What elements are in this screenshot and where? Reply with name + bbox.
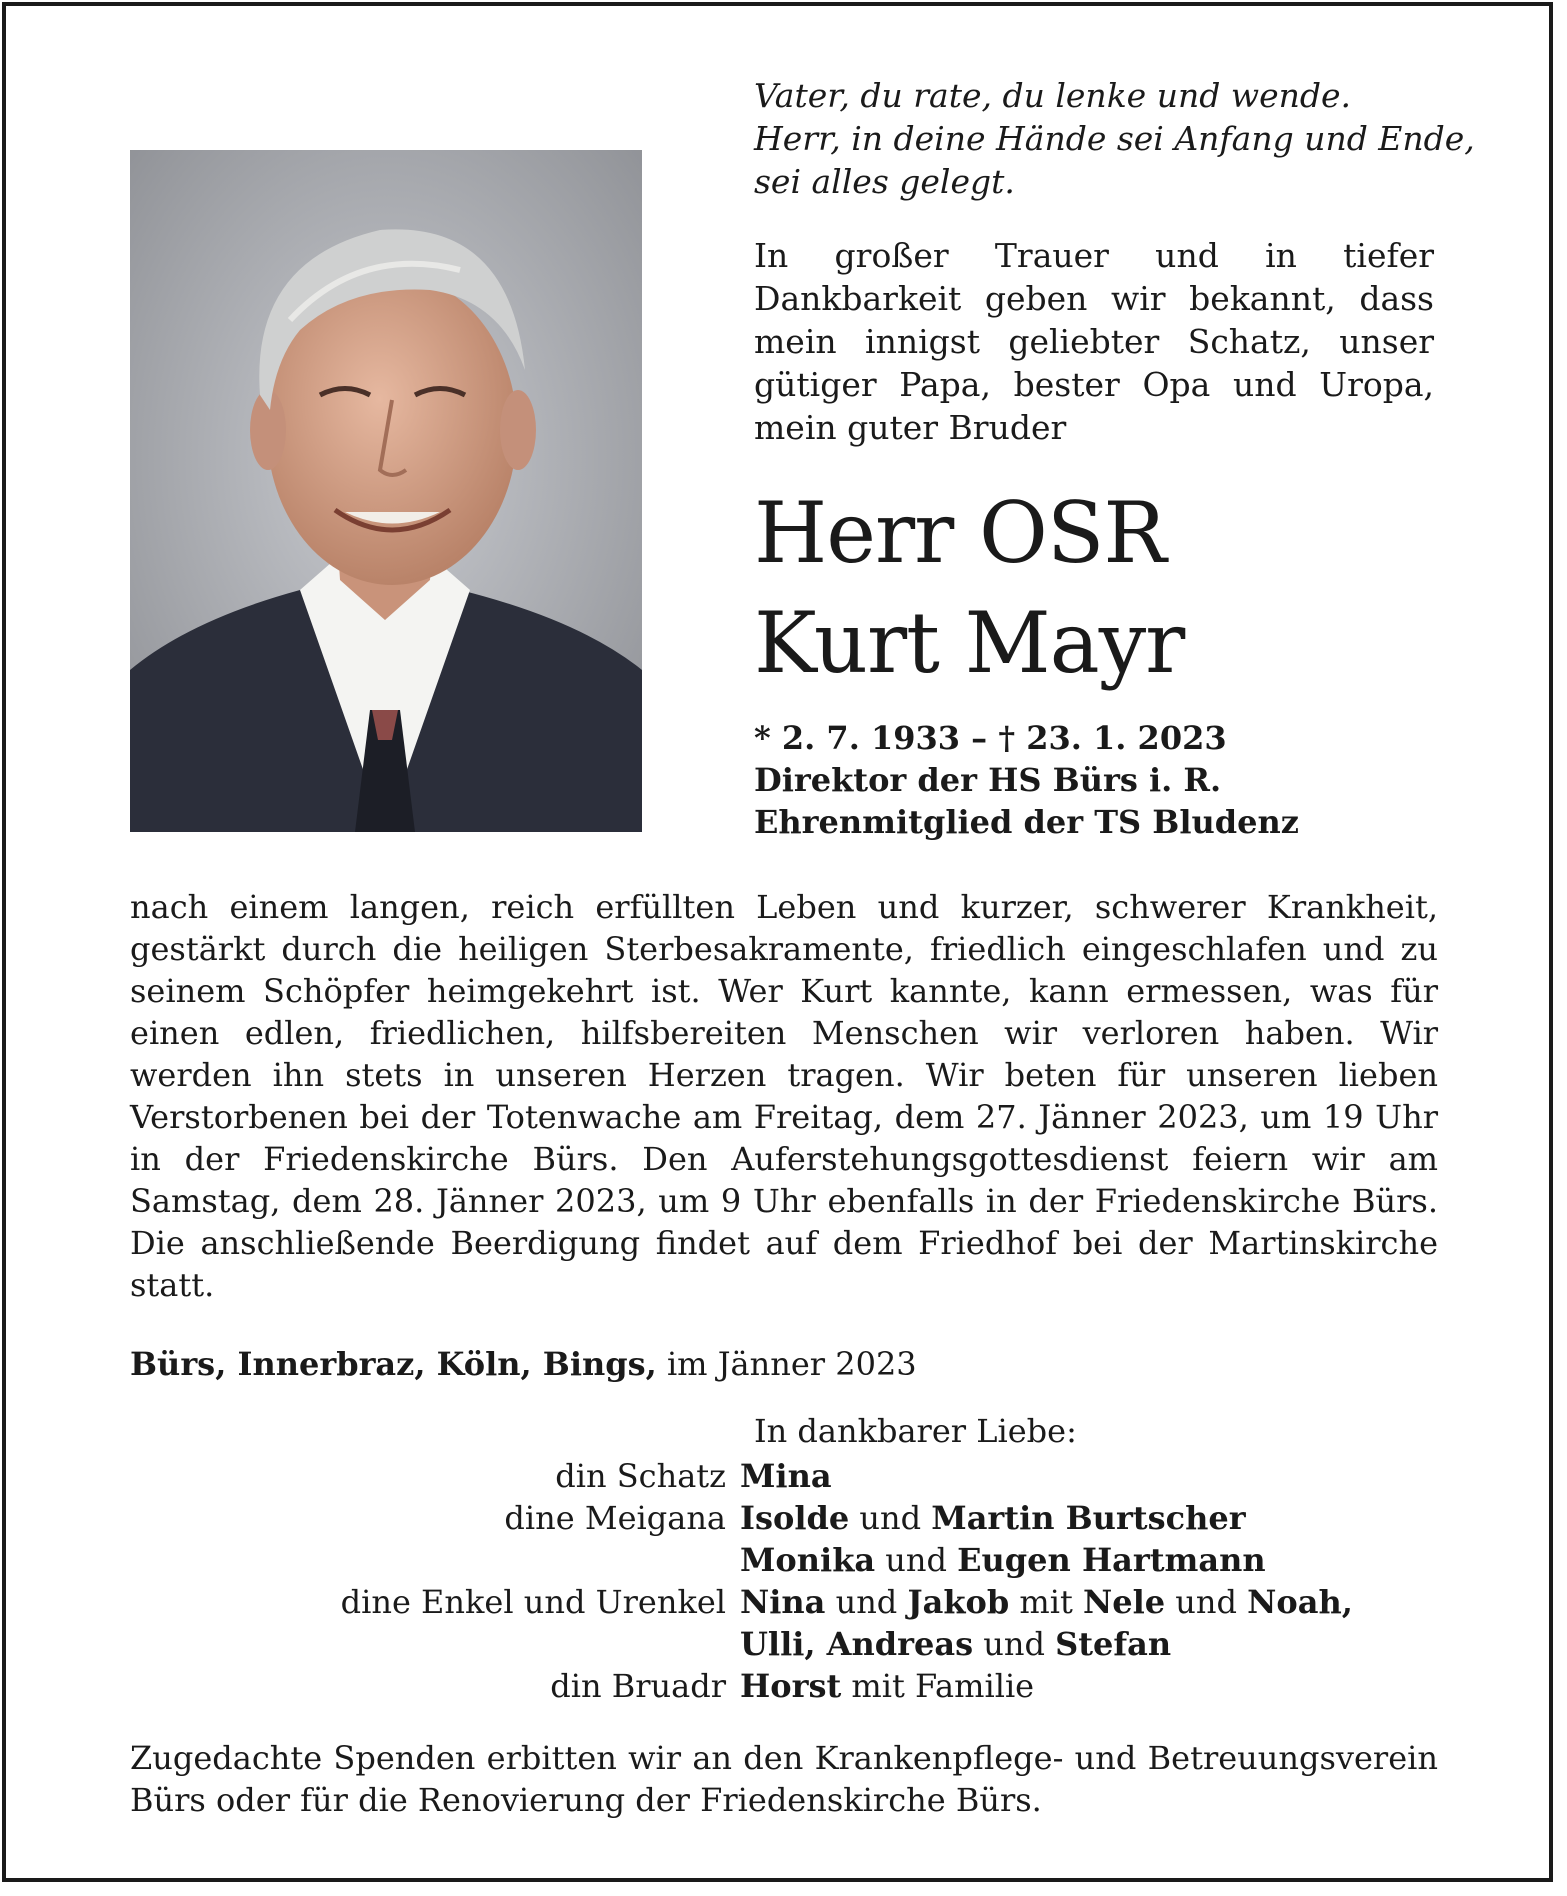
mourner-connector: und [973,1625,1056,1663]
mourners-list [130,1455,1460,1707]
mourner-name: Horst [740,1667,842,1705]
mourner-name: Ulli, Andreas [740,1625,974,1663]
mourner-name: Monika [740,1541,876,1579]
verse-line-1: Vater, du rate, du lenke und wende. [754,76,1351,115]
mourner-relation: din Schatz [555,1457,726,1495]
place-towns: Bürs, Innerbraz, Köln, Bings, [130,1345,657,1383]
mourner-relation: dine Meigana [504,1499,726,1537]
mourner-name: Noah, [1247,1583,1353,1621]
mourner-names [740,1623,1171,1665]
mourner-connector: mit [1009,1583,1083,1621]
mourner-names [740,1539,1266,1581]
signoff: In dankbarer Liebe: [754,1412,1077,1450]
portrait-image [130,150,642,832]
mourner-connector: und [849,1499,932,1537]
mourner-row [130,1581,1460,1623]
mourner-row [130,1623,1460,1665]
place-and-date [130,1343,917,1385]
mourner-row [130,1455,1460,1497]
mourner-row [130,1539,1460,1581]
mourner-row [130,1497,1460,1539]
portrait-photo [130,150,642,832]
mourner-relation: din Bruadr [550,1667,726,1705]
mourner-name: Martin Burtscher [931,1499,1246,1537]
mourner-row [130,1665,1460,1707]
place-date: im Jänner 2023 [656,1345,917,1383]
mourner-relation [130,1623,740,1665]
mourner-connector: und [875,1541,958,1579]
mourner-name: Jakob [907,1583,1010,1621]
mourner-relation: dine Enkel und Urenkel [340,1583,726,1621]
mourner-names [740,1497,1246,1539]
deceased-name [754,478,1454,698]
mourner-names [740,1455,832,1497]
mourner-relation [130,1539,740,1581]
title-director: Direktor der HS Bürs i. R. [754,761,1222,799]
mourner-name: Eugen Hartmann [957,1541,1266,1579]
mourner-name: Isolde [740,1499,850,1537]
intro-text: In großer Trauer und in tiefer Dankbarkeit geben wir bekannt, dass mein innigst geliebter Schatz, unser gütiger Papa, bester Opa und Uropa, mein guter Bruder [754,236,1434,447]
verse-line-3: sei alles gelegt. [754,162,1015,201]
name-line-2: Kurt Mayr [754,594,1185,692]
deceased-details [754,717,1454,843]
mourner-connector: mit Familie [841,1667,1035,1705]
mourner-name: Nele [1083,1583,1166,1621]
mourner-name: Stefan [1055,1625,1172,1663]
mourner-name: Mina [740,1457,832,1495]
name-line-1: Herr OSR [754,484,1166,582]
donation-note: Zugedachte Spenden erbitten wir an den Krankenpflege- und Betreuungsverein Bürs oder für die Renovierung der Friedenskirche Bürs. [130,1739,1438,1819]
mourner-connector: und [825,1583,908,1621]
mourner-name: Nina [740,1583,826,1621]
verse-line-2: Herr, in deine Hände sei Anfang und Ende, [754,119,1475,158]
body-text: nach einem langen, reich erfüllten Leben und kurzer, schwerer Krankheit, gestärkt durch die heiligen Sterbesakramente, friedlich eingeschlafen und zu seinem Schöpfer heimgekehrt ist. Wer Kurt kannte, kann ermessen, was für einen edlen, friedlichen, hilfsbereiten Menschen wir verloren haben. Wir werden ihn stets in unseren Herzen tragen. Wir beten für unseren lieben Verstorbenen bei der Totenwache am Freitag, dem 27. Jänner 2023, um 19 Uhr in der Friedenskirche Bürs. Den Auferstehungsgottesdienst feiern wir am Samstag, dem 28. Jänner 2023, um 9 Uhr ebenfalls in der Friedenskirche Bürs. Die anschließende Beerdigung findet auf dem Friedhof bei der Martinskirche statt. [130,888,1438,1304]
verse [754,74,1475,203]
mourner-connector: und [1165,1583,1248,1621]
life-dates: * 2. 7. 1933 – † 23. 1. 2023 [754,719,1227,757]
mourner-names [740,1665,1034,1707]
mourner-names [740,1581,1353,1623]
title-honorary-member: Ehrenmitglied der TS Bludenz [754,803,1299,841]
